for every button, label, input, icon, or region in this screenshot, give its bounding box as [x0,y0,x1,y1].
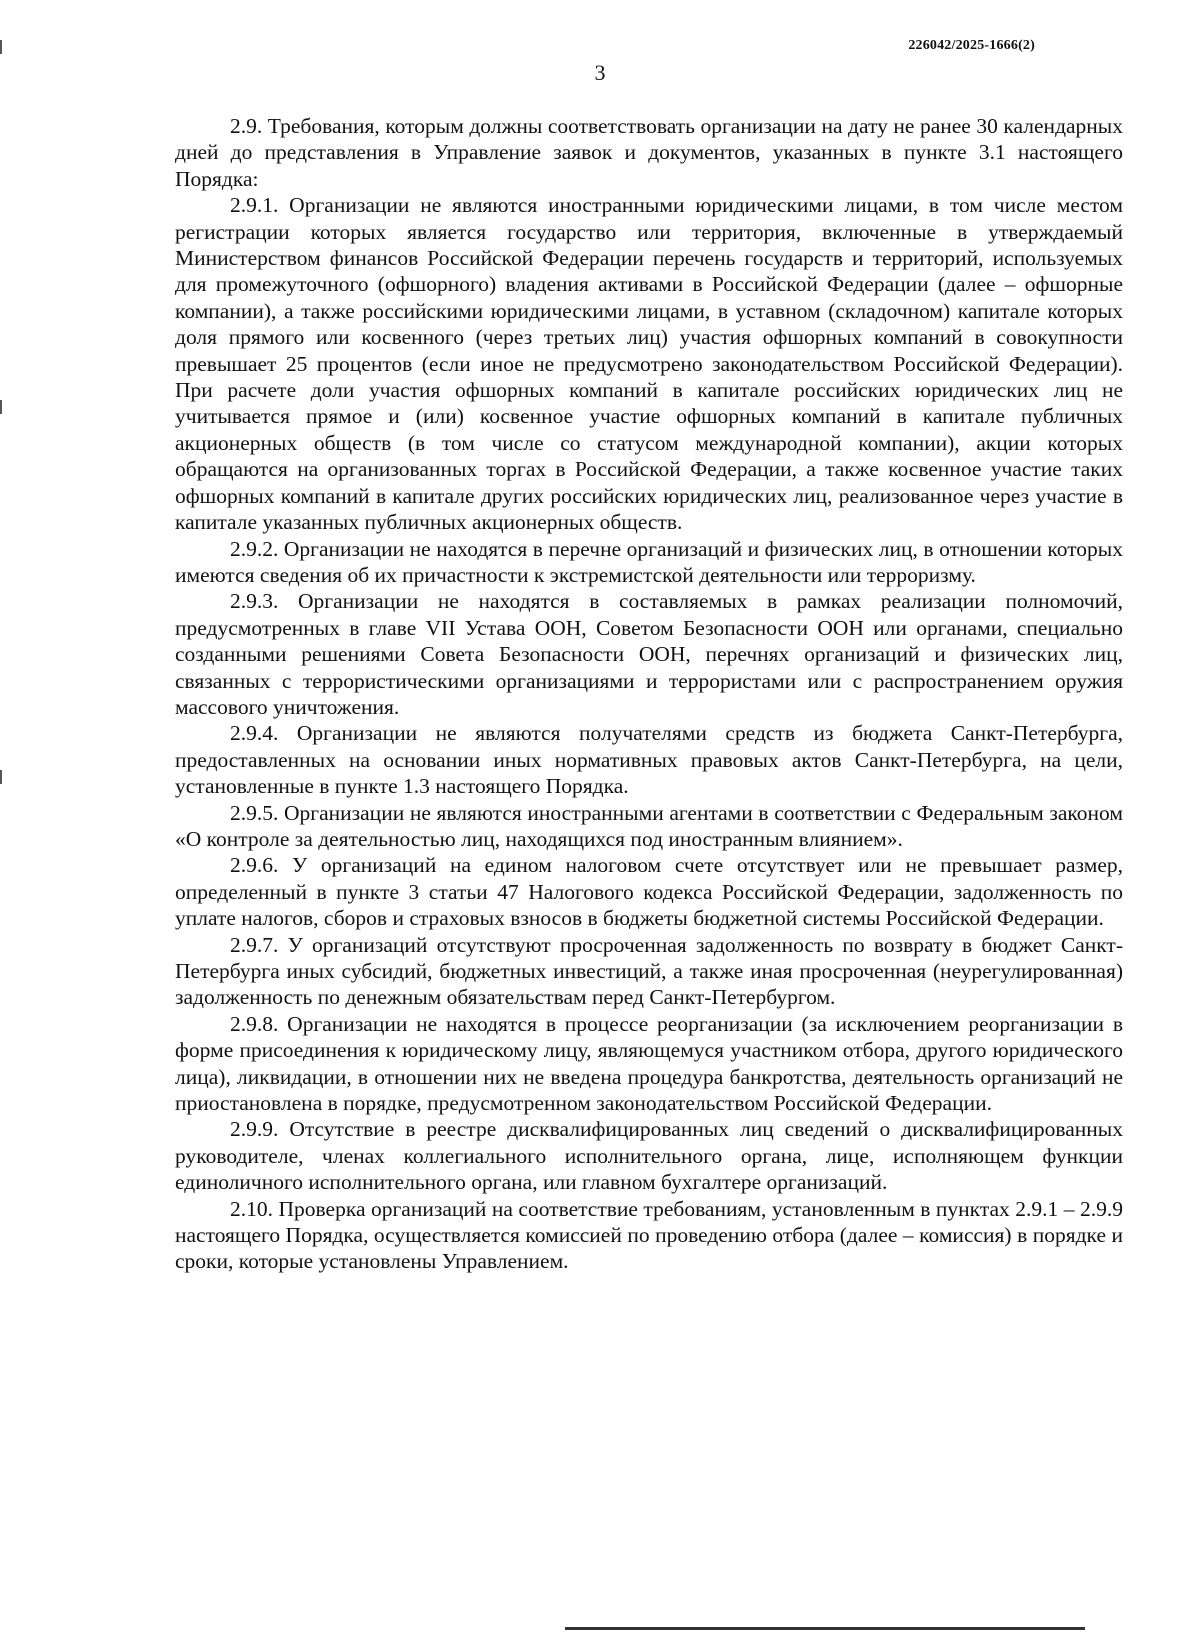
scan-edge-mark [0,40,2,54]
scan-edge-mark [0,770,2,784]
document-body [175,113,1123,1275]
page-number: 3 [594,60,606,85]
document-registration-number: 226042/2025-1666(2) [908,38,1035,53]
scan-edge-mark [0,400,2,414]
paragraph-2-9-7: 2.9.7. У организаций отсутствуют просроченная задолженность по возврату в бюджет Санкт-Петербурга иных субсидий, бюджетных инвестиций, а также иная просроченная (неурегулированная) задолженность по денежным обязательствам перед Санкт-Петербургом. [175,932,1123,1010]
paragraph-2-9-2: 2.9.2. Организации не находятся в перечне организаций и физических лиц, в отношении которых имеются сведения об их причастности к экстремистской деятельности или терроризму. [175,536,1123,587]
paragraph-2-10: 2.10. Проверка организаций на соответствие требованиям, установленным в пунктах 2.9.1 – 2.9.9 настоящего Порядка, осуществляется комиссией по проведению отбора (далее – комиссия) в порядке и сроки, которые установлены Управлением. [175,1196,1123,1274]
paragraph-2-9-3: 2.9.3. Организации не находятся в составляемых в рамках реализации полномочий, предусмотренных в главе VII Устава ООН, Советом Безопасности ООН или органами, специально созданными решениями Совета Безопасности ООН, перечнях организаций и физических лиц, связанных с террористическими организациями и террористами или с распространением оружия массового уничтожения. [175,589,1123,719]
paragraph-2-9-1: 2.9.1. Организации не являются иностранными юридическими лицами, в том числе местом регистрации которых является государство или территория, включенные в утверждаемый Министерством финансов Российской Федерации перечень государств и территорий, используемых для промежуточного (офшорного) владения активами в Российской Федерации (далее – офшорные компании), а также российскими юридическими лицами, в уставном (складочном) капитале которых доля прямого или косвенного (через третьих лиц) участия офшорных компаний в совокупности превышает 25 процентов (если иное не предусмотрено законодательством Российской Федерации). При расчете доли участия офшорных компаний в капитале российских юридических лиц не учитывается прямое и (или) косвенное участие офшорных компаний в капитале публичных акционерных обществ (в том числе со статусом международной компании), акции которых обращаются на организованных торгах в Российской Федерации, а также косвенное участие таких офшорных компаний в капитале других российских юридических лиц, реализованное через участие в капитале указанных публичных акционерных обществ. [175,193,1123,535]
scan-bottom-edge [565,1627,1085,1630]
paragraph-2-9-9: 2.9.9. Отсутствие в реестре дисквалифицированных лиц сведений о дисквалифицированных руководителе, членах коллегиального исполнительного органа, лице, исполняющем функции единоличного исполнительного органа, или главном бухгалтере организаций. [175,1117,1123,1195]
paragraph-2-9-8: 2.9.8. Организации не находятся в процессе реорганизации (за исключением реорганизации в форме присоединения к юридическому лицу, являющемуся участником отбора, другого юридического лица), ликвидации, в отношении них не введена процедура банкротства, деятельность организаций не приостановлена в порядке, предусмотренном законодательством Российской Федерации. [175,1011,1123,1116]
paragraph-2-9-6: 2.9.6. У организаций на едином налоговом счете отсутствует или не превышает размер, определенный в пункте 3 статьи 47 Налогового кодекса Российской Федерации, задолженность по уплате налогов, сборов и страховых взносов в бюджеты бюджетной системы Российской Федерации. [175,853,1123,931]
paragraph-2-9: 2.9. Требования, которым должны соответствовать организации на дату не ранее 30 календарных дней до представления в Управление заявок и документов, указанных в пункте 3.1 настоящего Порядка: [175,114,1123,191]
paragraph-2-9-4: 2.9.4. Организации не являются получателями средств из бюджета Санкт-Петербурга, предоставленных на основании иных нормативных правовых актов Санкт-Петербурга, на цели, установленные в пункте 1.3 настоящего Порядка. [175,721,1123,799]
paragraph-2-9-5: 2.9.5. Организации не являются иностранными агентами в соответствии с Федеральным законом «О контроле за деятельностью лиц, находящихся под иностранным влиянием». [175,800,1123,851]
